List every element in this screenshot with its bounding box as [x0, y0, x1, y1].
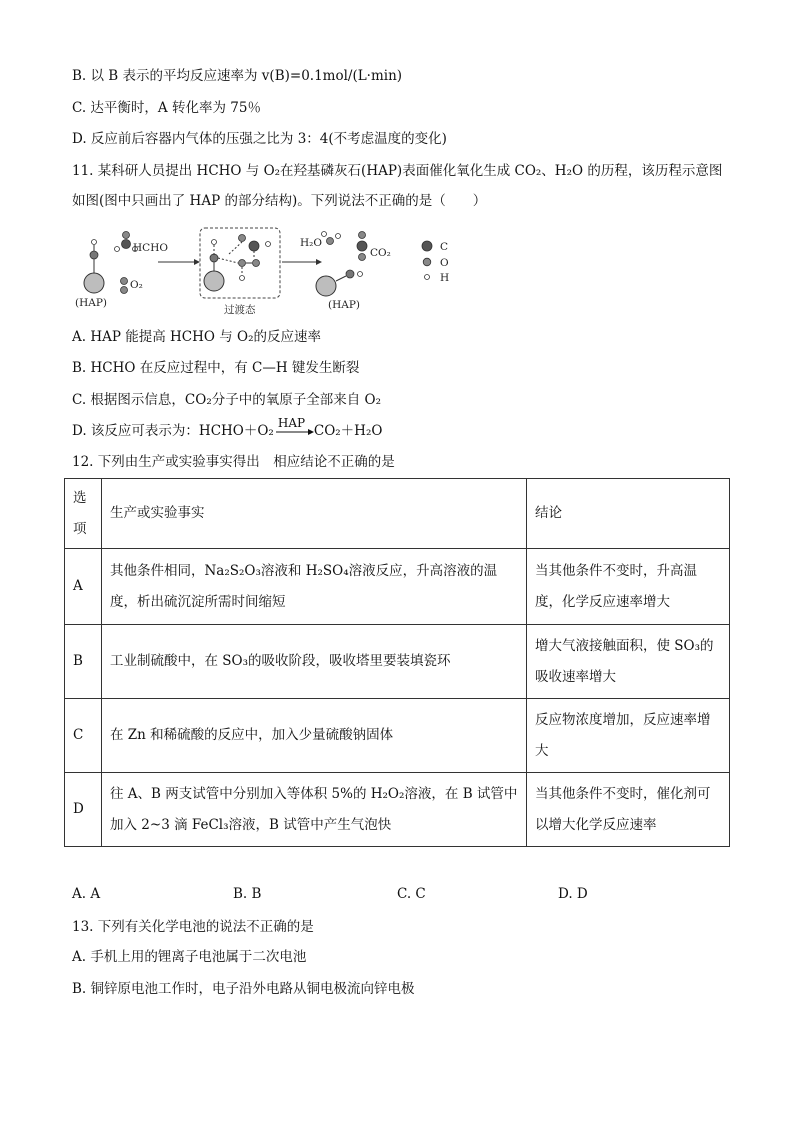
transition-state-label: 过渡态	[224, 304, 256, 316]
q13-option-a: A. 手机上用的锂离子电池属于二次电池	[72, 949, 307, 965]
q11-stem-line2: 如图(图中只画出了 HAP 的部分结构)。下列说法不正确的是（ ）	[72, 193, 487, 209]
row-fact: 往 A、B 两支试管中分别加入等体积 5%的 H₂O₂溶液，在 B 试管中加入 2~3 滴 FeCl₃溶液，B 试管中产生气泡快	[102, 773, 527, 847]
products-group	[300, 232, 391, 312]
q13-option-b: B. 铜锌原电池工作时，电子沿外电路从铜电极流向锌电极	[72, 981, 415, 997]
catalyst-arrow	[274, 416, 314, 440]
q12-option-c: C. C	[397, 886, 426, 902]
reaction-mechanism-diagram	[72, 226, 472, 318]
header-fact: 生产或实验事实	[102, 479, 527, 549]
row-option: C	[65, 699, 102, 773]
q12-option-b: B. B	[233, 886, 262, 902]
q11-option-d-left: D. 该反应可表示为：HCHO＋O₂	[72, 423, 274, 439]
table-row	[65, 549, 730, 625]
row-conclusion: 当其他条件不变时，升高温度，化学反应速率增大	[527, 549, 730, 625]
q11-option-a: A. HAP 能提高 HCHO 与 O₂的反应速率	[72, 329, 322, 345]
reactants-group	[75, 232, 168, 310]
row-fact: 工业制硫酸中，在 SO₃的吸收阶段，吸收塔里要装填瓷环	[102, 625, 527, 699]
table-row	[65, 773, 730, 847]
atom-legend	[422, 241, 449, 284]
facts-table	[64, 478, 730, 847]
q12-option-a: A. A	[72, 886, 101, 902]
row-option: B	[65, 625, 102, 699]
q11-stem-line1: 11. 某科研人员提出 HCHO 与 O₂在羟基磷灰石(HAP)表面催化氧化生成 CO₂、H₂O 的历程，该历程示意图	[72, 163, 723, 179]
row-conclusion: 反应物浓度增加，反应速率增大	[527, 699, 730, 773]
row-option: D	[65, 773, 102, 847]
legend-h: H	[440, 272, 450, 284]
h2o-label: H₂O	[300, 237, 322, 249]
q12-stem: 12. 下列由生产或实验事实得出 相应结论不正确的是	[72, 454, 395, 470]
hap-label: (HAP)	[75, 297, 107, 309]
q11-option-c: C. 根据图示信息，CO₂分子中的氧原子全部来自 O₂	[72, 392, 382, 408]
legend-o: O	[440, 257, 449, 269]
row-fact: 其他条件相同，Na₂S₂O₃溶液和 H₂SO₄溶液反应，升高溶液的温度，析出硫沉淀所需时间缩短	[102, 549, 527, 625]
q13-stem: 13. 下列有关化学电池的说法不正确的是	[72, 919, 314, 935]
row-conclusion: 当其他条件不变时，催化剂可以增大化学反应速率	[527, 773, 730, 847]
q11-option-d-right: CO₂＋H₂O	[313, 423, 383, 439]
row-fact: 在 Zn 和稀硫酸的反应中，加入少量硫酸钠固体	[102, 699, 527, 773]
q11-option-d	[72, 416, 383, 440]
hap-product-label: (HAP)	[328, 299, 360, 311]
table-row	[65, 625, 730, 699]
header-conclusion: 结论	[527, 479, 730, 549]
row-option: A	[65, 549, 102, 625]
q10-option-c: C. 达平衡时，A 转化率为 75％	[72, 100, 261, 116]
legend-c: C	[440, 241, 449, 253]
q10-option-d: D. 反应前后容器内气体的压强之比为 3：4(不考虑温度的变化)	[72, 131, 447, 147]
hcho-label: HCHO	[133, 242, 168, 254]
catalyst-label: HAP	[277, 416, 306, 430]
q10-option-b: B. 以 B 表示的平均反应速率为 v(B)=0.1mol/(L·min)	[72, 68, 403, 84]
co2-label: CO₂	[370, 247, 391, 259]
o2-label: O₂	[130, 279, 143, 291]
q12-option-d: D. D	[558, 886, 588, 902]
table-row	[65, 699, 730, 773]
table-header-row	[65, 479, 730, 549]
row-conclusion: 增大气液接触面积，使 SO₃的吸收速率增大	[527, 625, 730, 699]
q11-option-b: B. HCHO 在反应过程中，有 C—H 键发生断裂	[72, 360, 360, 376]
transition-state-group	[200, 228, 280, 316]
header-option: 选项	[65, 479, 102, 549]
